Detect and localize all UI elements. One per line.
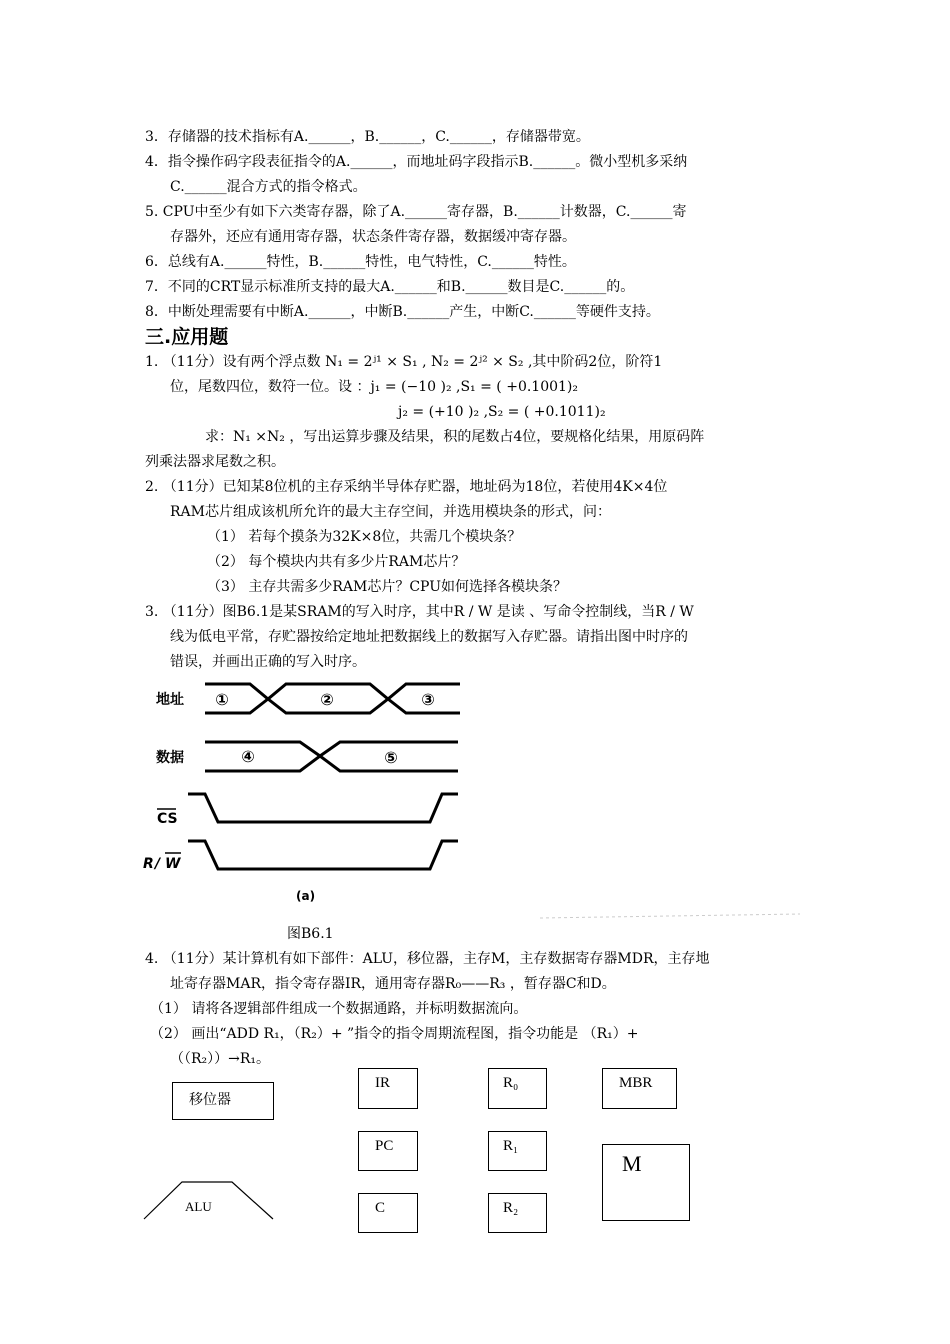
addr-mark-2: ② — [320, 690, 334, 709]
memory-box — [602, 1144, 690, 1221]
app-q4-sub2-cont: （（R₂））→R₁。 — [170, 1051, 271, 1067]
pc-box — [358, 1131, 418, 1171]
section-title: 三.应用题 — [145, 326, 229, 348]
rw-waveform — [188, 841, 458, 869]
app-q3-line3: 错误，并画出正确的写入时序。 — [170, 654, 366, 670]
app-q4-sub1: （1） 请将各逻辑部件组成一个数据通路，并标明数据流向。 — [150, 1001, 528, 1017]
rw-label-r: R — [143, 856, 154, 872]
mbr-label: MBR — [619, 1075, 653, 1091]
r0-label: R₀ — [503, 1075, 519, 1091]
figure-sub-label: (a) — [296, 889, 316, 903]
addr-label: 地址 — [156, 692, 184, 708]
r2-box — [488, 1193, 547, 1233]
app-q2-sub1: （1） 若每个摸条为32K×8位，共需几个模块条？ — [207, 529, 522, 545]
r0-box — [488, 1068, 547, 1109]
figure-caption: 图B6.1 — [287, 926, 334, 942]
question-4-cont: C.______混合方式的指令格式。 — [170, 179, 367, 195]
mbr-box — [602, 1068, 677, 1109]
app-q1-line1: 1. （11分）设有两个浮点数 N₁ = 2ʲ¹ × S₁ , N₂ = 2ʲ² × S₂ ,其中阶码2位，阶符1 — [145, 354, 663, 370]
app-q1-line4: 求：N₁ ×N₂ ，写出运算步骤及结果，积的尾数占4位，要规格化结果，用原码阵 — [205, 429, 705, 445]
cs-label: CS — [157, 811, 178, 827]
alu-label: ALU — [185, 1199, 212, 1214]
rw-label-w: W — [165, 856, 181, 872]
question-3: 3．存储器的技术指标有A.______，B.______，C.______，存储器带宽。 — [145, 129, 590, 145]
app-q1-line5: 列乘法器求尾数之积。 — [145, 454, 285, 470]
r1-label: R₁ — [503, 1138, 519, 1154]
c-register-box — [358, 1193, 418, 1233]
cs-waveform — [188, 794, 458, 822]
question-5-cont: 存器外，还应有通用寄存器，状态条件寄存器，数据缓冲寄存器。 — [170, 229, 576, 245]
shifter-box — [172, 1082, 274, 1120]
data-mark-5: ⑤ — [384, 748, 398, 767]
m-label: M — [622, 1151, 642, 1176]
app-q1-line3: j₂ = (+10 )₂ ,S₂ = ( +0.1011)₂ — [398, 404, 606, 420]
app-q3-line1: 3. （11分）图B6.1是某SRAM的写入时序，其中R / W 是读 、写命令控制线，当R / W — [145, 604, 694, 620]
app-q4-line2: 址寄存器MAR，指令寄存器IR，通用寄存器R₀——R₃ ，暂存器C和D。 — [170, 976, 616, 992]
svg-text:/: / — [155, 856, 161, 872]
ir-label: IR — [375, 1075, 390, 1091]
pc-label: PC — [375, 1138, 394, 1154]
data-label: 数据 — [156, 750, 184, 766]
alu-shape — [140, 1180, 280, 1220]
app-q2-line2: RAM芯片组成该机所允许的最大主存空间，并选用模块条的形式，问： — [170, 504, 611, 520]
timing-diagram — [0, 670, 950, 990]
addr-mark-1: ① — [215, 690, 229, 709]
r1-box — [488, 1131, 547, 1171]
question-5: 5. CPU中至少有如下六类寄存器，除了A.______寄存器，B.______计数器，C.______寄 — [145, 204, 687, 220]
ir-box — [358, 1068, 418, 1109]
app-q2-sub2: （2） 每个模块内共有多少片RAM芯片？ — [207, 554, 466, 570]
app-q2-line1: 2. （11分）已知某8位机的主存采纳半导体存贮器，地址码为18位，若使用4K×4位 — [145, 479, 668, 495]
app-q1-line2: 位，尾数四位，数符一位。设 ：j₁ = (−10 )₂ ,S₁ = ( +0.1001)₂ — [170, 379, 579, 395]
c-label: C — [375, 1200, 386, 1216]
app-q3-line2: 线为低电平常，存贮器按给定地址把数据线上的数据写入存贮器。请指出图中时序的 — [170, 629, 688, 645]
question-4: 4．指令操作码字段表征指令的A.______，而地址码字段指示B.______。微小型机多采纳 — [145, 154, 688, 170]
data-mark-4: ④ — [241, 747, 255, 766]
question-7: 7．不同的CRT显示标准所支持的最大A.______和B.______数目是C.______的。 — [145, 279, 635, 295]
addr-mark-3: ③ — [421, 690, 435, 709]
app-q4-line1: 4. （11分）某计算机有如下部件：ALU，移位器，主存M，主存数据寄存器MDR，主存地 — [145, 951, 710, 967]
question-8: 8．中断处理需要有中断A.______，中断B.______产生，中断C.______等硬件支持。 — [145, 304, 660, 320]
r2-label: R₂ — [503, 1200, 519, 1216]
question-6: 6．总线有A.______特性，B.______特性，电气特性，C.______特性。 — [145, 254, 576, 270]
shifter-label: 移位器 — [189, 1092, 231, 1108]
app-q2-sub3: （3） 主存共需多少RAM芯片？CPU如何选择各模块条？ — [207, 579, 568, 595]
app-q4-sub2: （2） 画出“ADD R₁，（R₂）+ ”指令的指令周期流程图，指令功能是 （R₁）+ — [150, 1026, 639, 1042]
